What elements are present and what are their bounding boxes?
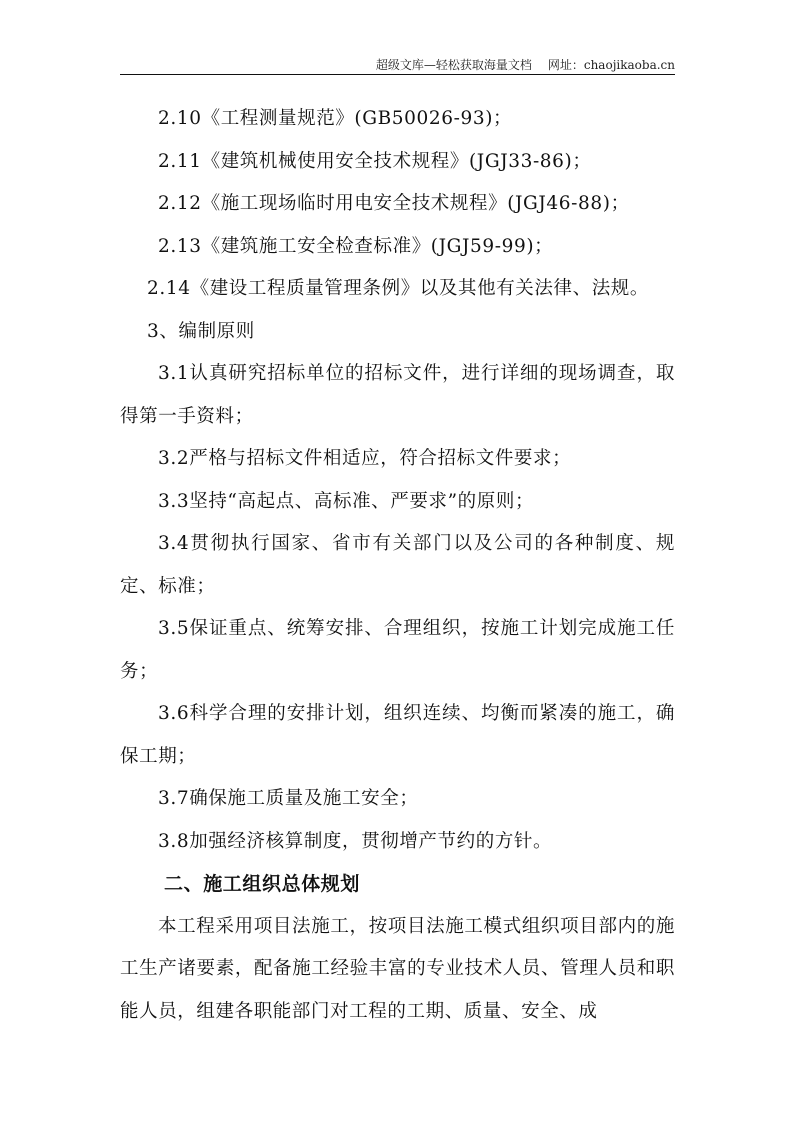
- paragraph-3-4: 3.4贯彻执行国家、省市有关部门以及公司的各种制度、规定、标准；: [120, 533, 675, 597]
- paragraph-2-12: 2.12《施工现场临时用电安全技术规程》(JGJ46-88)；: [158, 193, 630, 214]
- header-title: 超级文库—轻松获取海量文档: [375, 58, 532, 72]
- paragraph-3-6: 3.6科学合理的安排计划，组织连续、均衡而紧凑的施工，确保工期；: [120, 703, 675, 767]
- paragraph-3-3: 3.3坚持“高起点、高标准、严要求”的原则；: [158, 490, 535, 512]
- paragraph-3-7: 3.7确保施工质量及施工安全；: [158, 788, 419, 809]
- document-body: [120, 98, 675, 1033]
- paragraph-2-11: 2.11《建筑机械使用安全技术规程》(JGJ33-86)；: [158, 150, 592, 172]
- paragraph-3-5: 3.5保证重点、统筹安排、合理组织，按施工计划完成施工任务；: [120, 618, 675, 682]
- paragraph-3-1: 3.1认真研究招标单位的招标文件，进行详细的现场调查，取得第一手资料；: [120, 363, 675, 427]
- section-heading: 二、施工组织总体规划: [164, 873, 361, 895]
- paragraph-2-14: 2.14《建设工程质量管理条例》以及其他有关法律、法规。: [147, 278, 649, 299]
- paragraph-2-10: 2.10《工程测量规范》(GB50026-93)；: [158, 108, 513, 129]
- header-divider: [120, 74, 675, 75]
- paragraph-3-8: 3.8加强经济核算制度，贯彻增产节约的方针。: [158, 830, 553, 852]
- header-site-url: chaojikaoba.cn: [583, 58, 675, 72]
- section-body-paragraph: 本工程采用项目法施工，按项目法施工模式组织项目部内的施工生产诸要素，配备施工经验丰富的专业技术人员、管理人员和职能人员，组建各职能部门对工程的工期、质量、安全、成: [120, 915, 675, 1022]
- paragraph-section-3: 3、编制原则: [147, 320, 255, 342]
- paragraph-3-2: 3.2严格与招标文件相适应，符合招标文件要求；: [158, 448, 572, 469]
- header-site-label: 网址：: [547, 58, 584, 72]
- page-header: [376, 56, 675, 73]
- paragraph-2-13: 2.13《建筑施工安全检查标准》(JGJ59-99)；: [158, 235, 554, 257]
